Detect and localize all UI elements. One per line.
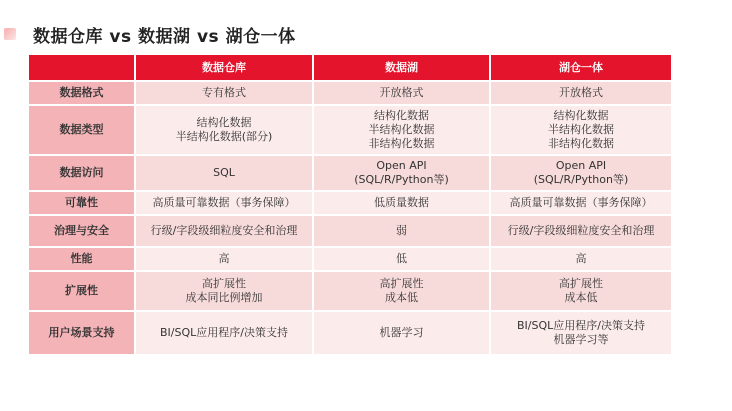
table-cell: [314, 156, 491, 192]
cell-text-line: 高: [218, 252, 230, 265]
table-cell: [491, 156, 671, 192]
header-data-warehouse: 数据仓库: [136, 55, 314, 82]
table-header-row: [29, 55, 671, 82]
cell-text-line: 成本同比例增加: [185, 291, 263, 304]
cell-text-line: Open API: [376, 159, 427, 172]
cell-text-line: 低质量数据: [374, 196, 429, 209]
table-row: [29, 272, 671, 312]
row-label: 扩展性: [29, 272, 136, 312]
cell-text-line: 高质量可靠数据（事务保障）: [509, 196, 653, 209]
table-cell: [314, 82, 491, 106]
title-decoration-icon: [4, 28, 16, 40]
cell-text-line: 结构化数据: [374, 109, 429, 122]
cell-text-line: 低: [396, 252, 407, 265]
table-cell: [491, 272, 671, 312]
cell-text-line: 高扩展性: [202, 277, 246, 290]
cell-text-line: 行级/字段级细粒度安全和治理: [150, 224, 298, 237]
table-cell: [491, 192, 671, 216]
table-cell: [314, 192, 491, 216]
cell-text-line: 高扩展性: [559, 277, 603, 290]
cell-text-line: 弱: [396, 224, 407, 237]
cell-text-line: 开放格式: [559, 86, 603, 99]
table-body: [29, 82, 671, 356]
table-row: [29, 192, 671, 216]
cell-text-line: BI/SQL应用程序/决策支持: [160, 326, 288, 339]
cell-text-line: 专有格式: [202, 86, 246, 99]
row-label: 数据格式: [29, 82, 136, 106]
cell-text-line: 机器学习等: [553, 333, 609, 346]
table-cell: [314, 312, 491, 356]
table-cell: [314, 272, 491, 312]
cell-text-line: Open API: [555, 159, 607, 172]
table-row: [29, 156, 671, 192]
row-label: 可靠性: [29, 192, 136, 216]
row-label: 数据类型: [29, 106, 136, 156]
cell-text-line: 行级/字段级细粒度安全和治理: [507, 224, 655, 237]
comparison-table: [29, 55, 671, 356]
table-row: [29, 216, 671, 248]
cell-text-line: 半结构化数据: [548, 123, 614, 136]
table-cell: [136, 216, 314, 248]
table-cell: [314, 216, 491, 248]
row-label: 性能: [29, 248, 136, 272]
page-title: 数据仓库 vs 数据湖 vs 湖仓一体: [33, 27, 296, 47]
table-cell: [136, 248, 314, 272]
cell-text-line: (SQL/R/Python等): [533, 173, 629, 186]
cell-text-line: BI/SQL应用程序/决策支持: [517, 319, 645, 332]
cell-text-line: 高: [575, 252, 587, 265]
header-data-lake: 数据湖: [314, 55, 491, 82]
table-cell: [136, 312, 314, 356]
table-cell: [491, 82, 671, 106]
cell-text-line: SQL: [213, 166, 235, 179]
table-row: [29, 82, 671, 106]
table-cell: [136, 192, 314, 216]
table-cell: [136, 106, 314, 156]
table-cell: [314, 248, 491, 272]
cell-text-line: 半结构化数据: [368, 123, 435, 136]
table-cell: [491, 216, 671, 248]
table-row: [29, 312, 671, 356]
cell-text-line: 开放格式: [379, 86, 424, 99]
cell-text-line: 高扩展性: [379, 277, 424, 290]
cell-text-line: (SQL/R/Python等): [354, 173, 449, 186]
header-corner: [29, 55, 136, 82]
table-cell: [314, 106, 491, 156]
row-label: 治理与安全: [29, 216, 136, 248]
table-row: [29, 106, 671, 156]
cell-text-line: 非结构化数据: [368, 137, 435, 150]
cell-text-line: 成本低: [385, 291, 418, 304]
table-cell: [136, 272, 314, 312]
header-lakehouse: 湖仓一体: [491, 55, 671, 82]
row-label: 用户场景支持: [29, 312, 136, 356]
cell-text-line: 半结构化数据(部分): [175, 130, 273, 143]
table-cell: [491, 106, 671, 156]
table-cell: [136, 82, 314, 106]
row-label: 数据访问: [29, 156, 136, 192]
cell-text-line: 结构化数据: [553, 109, 609, 122]
cell-text-line: 高质量可靠数据（事务保障）: [152, 196, 296, 209]
cell-text-line: 结构化数据: [196, 116, 252, 129]
cell-text-line: 成本低: [564, 291, 598, 304]
cell-text-line: 机器学习: [379, 326, 424, 339]
table-row: [29, 248, 671, 272]
table-cell: [491, 248, 671, 272]
table-cell: [136, 156, 314, 192]
cell-text-line: 非结构化数据: [548, 137, 614, 150]
table-cell: [491, 312, 671, 356]
